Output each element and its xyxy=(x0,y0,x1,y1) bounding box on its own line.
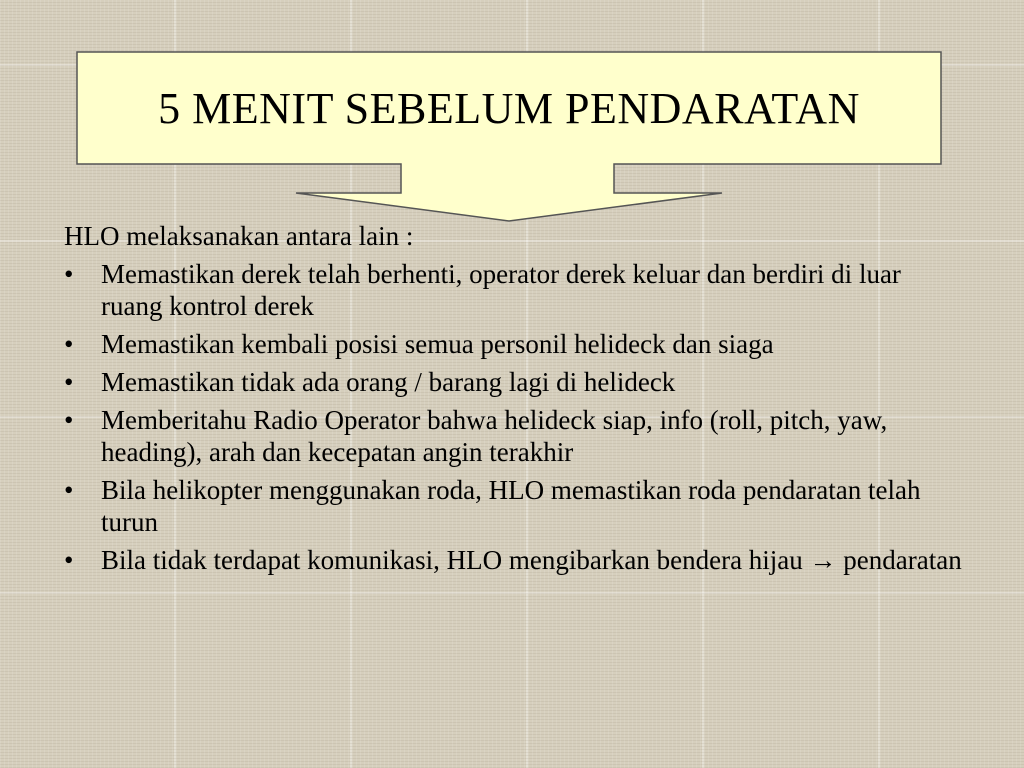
bullet-icon: • xyxy=(64,405,74,435)
bullet-text: Memberitahu Radio Operator bahwa helideck siap, info (roll, pitch, yaw, heading), arah dan kecepatan angin terakhir xyxy=(101,405,888,467)
bullet-icon: • xyxy=(64,329,74,359)
slide-title: 5 MENIT SEBELUM PENDARATAN xyxy=(158,83,860,133)
bullet-item xyxy=(64,366,964,398)
bullet-text: Memastikan kembali posisi semua personil helideck dan siaga xyxy=(101,329,774,359)
bullet-item xyxy=(64,404,964,468)
title-callout xyxy=(0,0,1024,230)
slide-content xyxy=(64,220,964,582)
intro-text: HLO melaksanakan antara lain : xyxy=(64,221,414,251)
bullet-item xyxy=(64,258,964,322)
bullet-list xyxy=(64,258,964,576)
bullet-icon: • xyxy=(64,475,74,505)
bullet-icon: • xyxy=(64,259,74,289)
bullet-text: Memastikan tidak ada orang / barang lagi di helideck xyxy=(101,367,676,397)
bullet-item xyxy=(64,544,964,576)
bullet-item xyxy=(64,474,964,538)
bullet-text: Bila helikopter menggunakan roda, HLO memastikan roda pendaratan telah turun xyxy=(101,475,921,537)
bullet-text: Bila tidak terdapat komunikasi, HLO mengibarkan bendera hijau → pendaratan xyxy=(101,545,962,575)
bullet-text: Memastikan derek telah berhenti, operator derek keluar dan berdiri di luar ruang kontrol derek xyxy=(101,259,901,321)
bullet-item xyxy=(64,328,964,360)
bullet-icon: • xyxy=(64,545,74,575)
bullet-icon: • xyxy=(64,367,74,397)
